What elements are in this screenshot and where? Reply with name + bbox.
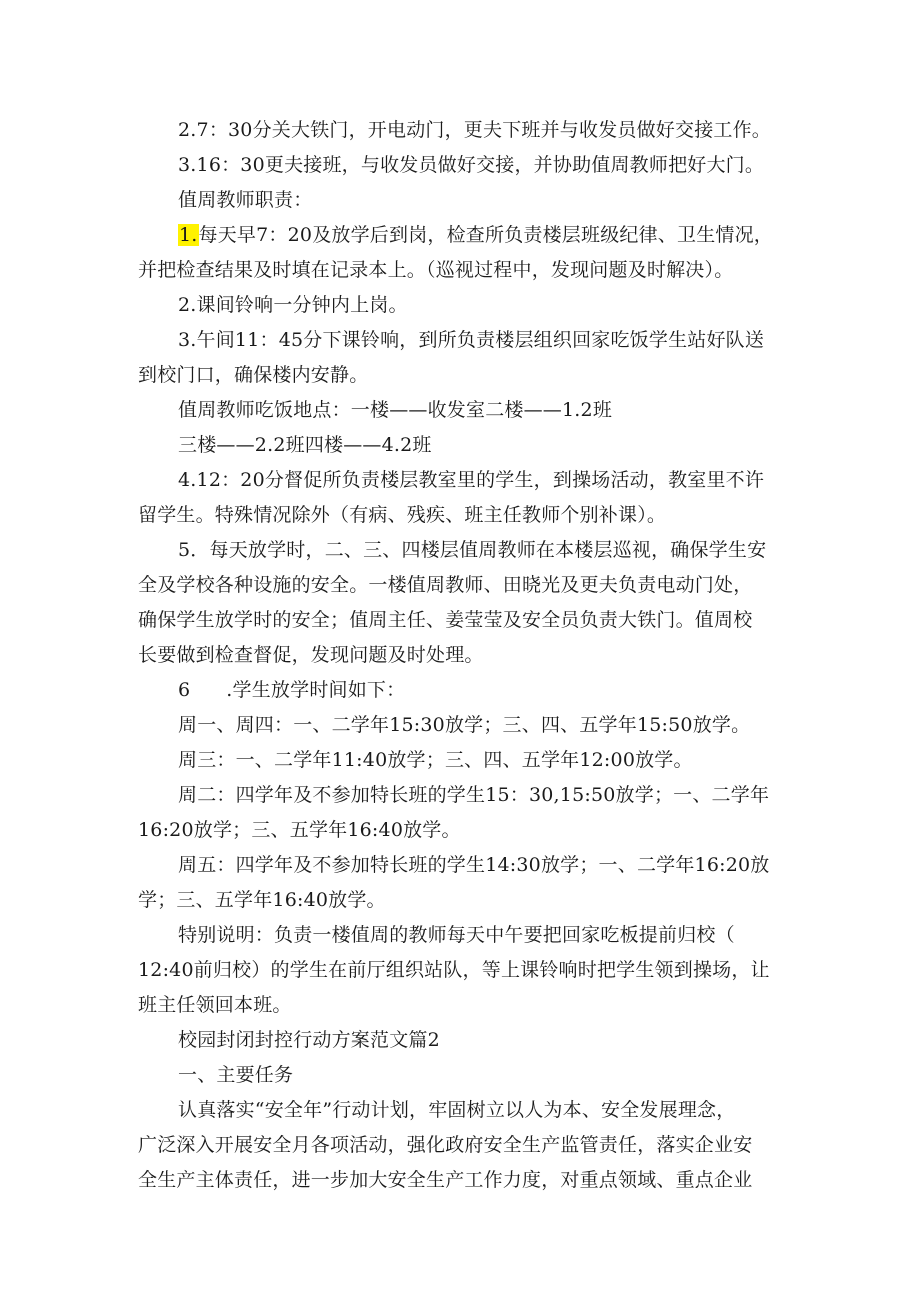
text-line: 长要做到检查督促，发现问题及时处理。 (138, 644, 484, 666)
text-line: 全及学校各种设施的安全。一楼值周教师、田晓光及更夫负责电动门处， (138, 574, 753, 596)
text-line: 周二：四学年及不参加特长班的学生15：30,15:50放学；一、二学年 (178, 784, 770, 806)
text-line: 16:20放学；三、五学年16:40放学。 (138, 819, 461, 841)
text-line: 特别说明：负责一楼值周的教师每天中午要把回家吃板提前归校（ (178, 924, 735, 946)
text-line-content: .学生放学时间如下： (226, 679, 406, 701)
text-line: 周一、周四：一、二学年15:30放学；三、四、五学年15:50放学。 (178, 714, 751, 736)
text-line: 学；三、五学年16:40放学。 (138, 889, 386, 911)
text-line: 班主任领回本班。 (138, 994, 292, 1016)
text-line: 三楼——2.2班四楼——4.2班 (178, 434, 432, 456)
text-line (178, 678, 790, 702)
text-line: 留学生。特殊情况除外（有病、残疾、班主任教师个别补课）。 (138, 504, 667, 526)
text-line: 并把检查结果及时填在记录本上。（巡视过程中，发现问题及时解决）。 (138, 259, 734, 281)
text-line: 2.7：30分关大铁门，开电动门，更夫下班并与收发员做好交接工作。 (178, 119, 771, 141)
text-line (178, 223, 790, 247)
text-line: 5．每天放学时，二、三、四楼层值周教师在本楼层巡视，确保学生安 (178, 539, 767, 561)
text-line: 到校门口，确保楼内安静。 (138, 364, 369, 386)
text-line: 周三：一、二学年11:40放学；三、四、五学年12:00放学。 (178, 749, 693, 771)
text-line: 周五：四学年及不参加特长班的学生14:30放学；一、二学年16:20放 (178, 854, 770, 876)
text-line: 值周教师吃饭地点：一楼——收发室二楼——1.2班 (178, 399, 613, 421)
text-line: 12:40前归校）的学生在前厅组织站队，等上课铃响时把学生领到操场，让 (138, 959, 770, 981)
text-line: 确保学生放学时的安全；值周主任、姜莹莹及安全员负责大铁门。值周校 (138, 609, 753, 631)
section-title: 校园封闭封控行动方案范文篇2 (178, 1029, 440, 1051)
section-heading: 一、主要任务 (178, 1064, 294, 1086)
text-line-content: 每天早7：20及放学后到岗，检查所负责楼层班级纪律、卫生情况， (198, 224, 773, 246)
text-line: 广泛深入开展安全月各项活动，强化政府安全生产监管责任，落实企业安 (138, 1134, 753, 1156)
highlighted-number: 1. (179, 224, 198, 246)
text-line: 2.课间铃响一分钟内上岗。 (178, 294, 408, 316)
text-line: 3.16：30更夫接班，与收发员做好交接，并协助值周教师把好大门。 (178, 154, 765, 176)
list-number: 6 (178, 679, 191, 701)
text-line: 认真落实“安全年”行动计划，牢固树立以人为本、安全发展理念， (178, 1099, 736, 1121)
section-heading: 值周教师职责： (178, 189, 313, 211)
text-line: 3.午间11：45分下课铃响，到所负责楼层组织回家吃饭学生站好队送 (178, 329, 765, 351)
text-line: 4.12：20分督促所负责楼层教室里的学生，到操场活动，教室里不许 (178, 469, 765, 491)
text-line: 全生产主体责任，进一步加大安全生产工作力度，对重点领域、重点企业 (138, 1169, 753, 1191)
